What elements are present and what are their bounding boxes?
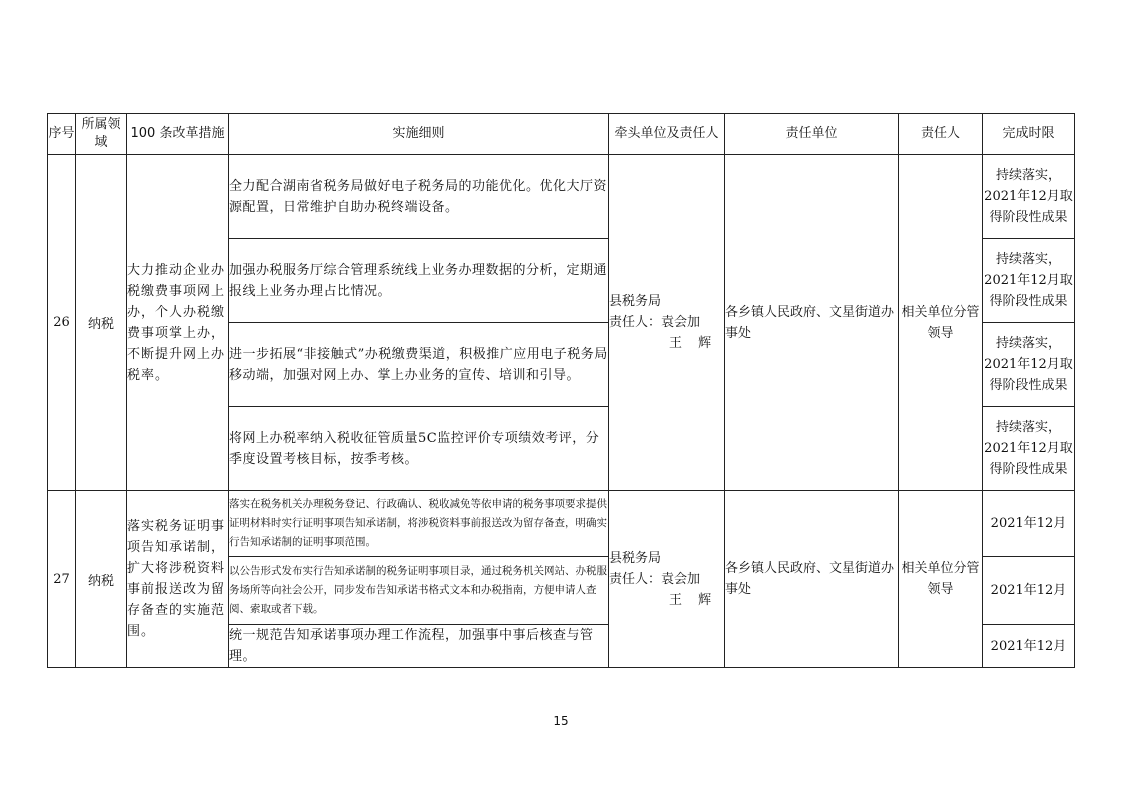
- row-number: 27: [48, 491, 76, 668]
- header-no: 序号: [48, 114, 76, 155]
- deadline-cell: 持续落实，2021年12月取得阶段性成果: [983, 407, 1075, 491]
- table-row: [48, 155, 1075, 239]
- header-resp: 责任单位: [725, 114, 899, 155]
- lead-unit: 县税务局: [609, 550, 662, 566]
- detail-cell: 落实在税务机关办理税务登记、行政确认、税收减免等依申请的税务事项要求提供证明材料时实行证明事项告知承诺制，将涉税资料事前报送改为留存备查，明确实行告知承诺制的证明事项范围。: [229, 491, 609, 557]
- header-area: 所属领域: [76, 114, 127, 155]
- detail-cell: 以公告形式发布实行告知承诺制的税务证明事项目录，通过税务机关网站、办税服务场所等向社会公开，同步发布告知承诺书格式文本和办税指南，方便申请人查阅、索取或者下载。: [229, 557, 609, 625]
- row-measure: 落实税务证明事项告知承诺制，扩大将涉税资料事前报送改为留存备查的实施范围。: [127, 491, 229, 668]
- detail-cell: 进一步拓展“非接触式”办税缴费渠道，积极推广应用电子税务局移动端，加强对网上办、掌上办业务的宣传、培训和引导。: [229, 323, 609, 407]
- lead-person: 责任人：袁会加: [609, 571, 701, 587]
- row-area: 纳税: [76, 155, 127, 491]
- header-lead: 牵头单位及责任人: [609, 114, 725, 155]
- deadline-cell: 2021年12月: [983, 557, 1075, 625]
- deadline-cell: 持续落实，2021年12月取得阶段性成果: [983, 323, 1075, 407]
- deadline-cell: 持续落实，2021年12月取得阶段性成果: [983, 239, 1075, 323]
- lead-person-2: 王 辉: [669, 592, 718, 608]
- resp-unit: 各乡镇人民政府、文星街道办事处: [725, 491, 899, 668]
- detail-cell: 加强办税服务厅综合管理系统线上业务办理数据的分析，定期通报线上业务办理占比情况。: [229, 239, 609, 323]
- detail-cell: 统一规范告知承诺事项办理工作流程，加强事中事后核查与管理。: [229, 625, 609, 668]
- header-person: 责任人: [899, 114, 983, 155]
- lead-person-2: 王 辉: [669, 336, 718, 351]
- lead-unit-cell: [609, 155, 725, 491]
- page-number: 15: [553, 714, 569, 728]
- header-deadline: 完成时限: [983, 114, 1075, 155]
- detail-cell: 全力配合湖南省税务局做好电子税务局的功能优化。优化大厅资源配置，日常维护自助办税终端设备。: [229, 155, 609, 239]
- header-measure: 100 条改革措施: [127, 114, 229, 155]
- lead-unit: 县税务局: [609, 294, 662, 309]
- row-measure: 大力推动企业办税缴费事项网上办，个人办税缴费事项掌上办，不断提升网上办税率。: [127, 155, 229, 491]
- lead-unit-cell: [609, 491, 725, 668]
- row-area: 纳税: [76, 491, 127, 668]
- row-number: 26: [48, 155, 76, 491]
- deadline-cell: 持续落实，2021年12月取得阶段性成果: [983, 155, 1075, 239]
- resp-person: 相关单位分管领导: [899, 155, 983, 491]
- deadline-cell: 2021年12月: [983, 491, 1075, 557]
- deadline-cell: 2021年12月: [983, 625, 1075, 668]
- header-detail: 实施细则: [229, 114, 609, 155]
- resp-unit: 各乡镇人民政府、文星街道办事处: [725, 155, 899, 491]
- header-row: [48, 114, 1075, 155]
- reform-table: [47, 113, 1075, 668]
- table-row: [48, 491, 1075, 557]
- resp-person: 相关单位分管领导: [899, 491, 983, 668]
- detail-cell: 将网上办税率纳入税收征管质量5C监控评价专项绩效考评，分季度设置考核目标，按季考核。: [229, 407, 609, 491]
- lead-person: 责任人：袁会加: [609, 315, 701, 330]
